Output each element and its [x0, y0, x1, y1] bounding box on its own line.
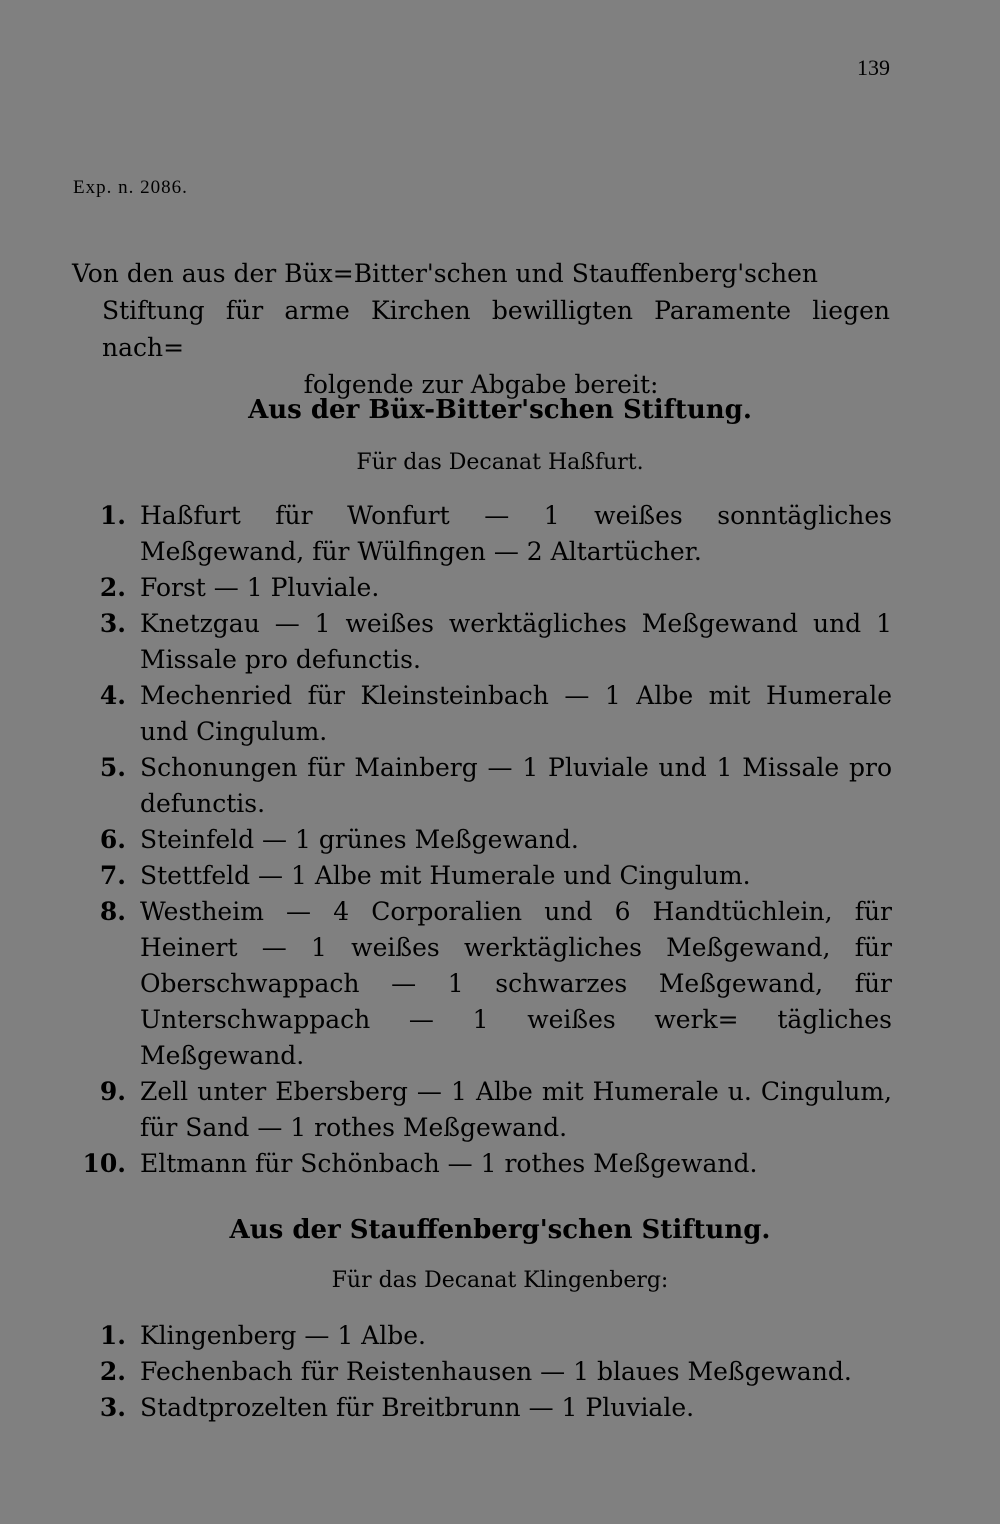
item-text: Forst — 1 Pluviale.: [140, 573, 380, 602]
item-number: 9.: [99, 1077, 126, 1106]
intro-paragraph: [72, 255, 890, 403]
list-item: [80, 1354, 892, 1390]
section1-title: Aus der Büx-Bitter'schen Stiftung.: [248, 395, 752, 425]
section1-list: [80, 498, 892, 1182]
section2-list: [80, 1318, 892, 1426]
item-number: 5.: [99, 753, 126, 782]
item-number: 3.: [99, 1393, 126, 1422]
item-text: Westheim — 4 Corporalien und 6 Handtüchlein, für Heinert — 1 weißes werktägliches Meßgewand, für Oberschwappach — 1 schwarzes Meßgewand, für Unterschwappach — 1 weißes werk= tägliches Meßgewand.: [140, 897, 892, 1070]
section1-subtitle: Für das Decanat Haßfurt.: [356, 450, 644, 475]
item-text: Zell unter Ebersberg — 1 Albe mit Humerale u. Cingulum, für Sand — 1 rothes Meßgewand.: [140, 1077, 892, 1142]
item-number: 1.: [99, 501, 126, 530]
section2-subtitle: Für das Decanat Klingenberg:: [331, 1268, 669, 1293]
item-number: 10.: [82, 1149, 126, 1178]
item-number: 7.: [99, 861, 126, 890]
list-item: [80, 858, 892, 894]
list-item: [80, 606, 892, 678]
list-item: [80, 894, 892, 1074]
item-number: 3.: [99, 609, 126, 638]
list-item: [80, 570, 892, 606]
intro-line-2: Stiftung für arme Kirchen bewilligten Paramente liegen nach=: [102, 296, 890, 362]
item-number: 1.: [99, 1321, 126, 1350]
item-text: Knetzgau — 1 weißes werktägliches Meßgewand und 1 Missale pro defunctis.: [140, 609, 892, 674]
item-text: Fechenbach für Reistenhausen — 1 blaues Meßgewand.: [140, 1357, 852, 1386]
list-item: [80, 498, 892, 570]
list-item: [80, 678, 892, 750]
item-text: Steinfeld — 1 grünes Meßgewand.: [140, 825, 579, 854]
list-item: [80, 822, 892, 858]
intro-line-1: Von den aus der Büx=Bitter'schen und Stauffenberg'schen: [72, 259, 818, 288]
list-item: [80, 1390, 892, 1426]
list-item: [80, 1146, 892, 1182]
list-item: [80, 750, 892, 822]
item-text: Stettfeld — 1 Albe mit Humerale und Cingulum.: [140, 861, 751, 890]
item-text: Haßfurt für Wonfurt — 1 weißes sonntägliches Meßgewand, für Wülfingen — 2 Altartücher.: [140, 501, 892, 566]
list-item: [80, 1318, 892, 1354]
section2-title: Aus der Stauffenberg'schen Stiftung.: [229, 1215, 771, 1245]
item-number: 2.: [99, 1357, 126, 1386]
exp-reference: Exp. n. 2086.: [73, 177, 188, 198]
item-number: 2.: [99, 573, 126, 602]
list-item: [80, 1074, 892, 1146]
item-number: 6.: [99, 825, 126, 854]
intro-line-3: folgende zur Abgabe bereit:: [303, 370, 659, 399]
page-number: 139: [857, 55, 890, 80]
item-text: Klingenberg — 1 Albe.: [140, 1321, 426, 1350]
item-number: 4.: [99, 681, 126, 710]
item-text: Eltmann für Schönbach — 1 rothes Meßgewand.: [140, 1149, 758, 1178]
item-number: 8.: [99, 897, 126, 926]
item-text: Stadtprozelten für Breitbrunn — 1 Pluviale.: [140, 1393, 695, 1422]
item-text: Mechenried für Kleinsteinbach — 1 Albe mit Humerale und Cingulum.: [140, 681, 892, 746]
item-text: Schonungen für Mainberg — 1 Pluviale und 1 Missale pro defunctis.: [140, 753, 892, 818]
